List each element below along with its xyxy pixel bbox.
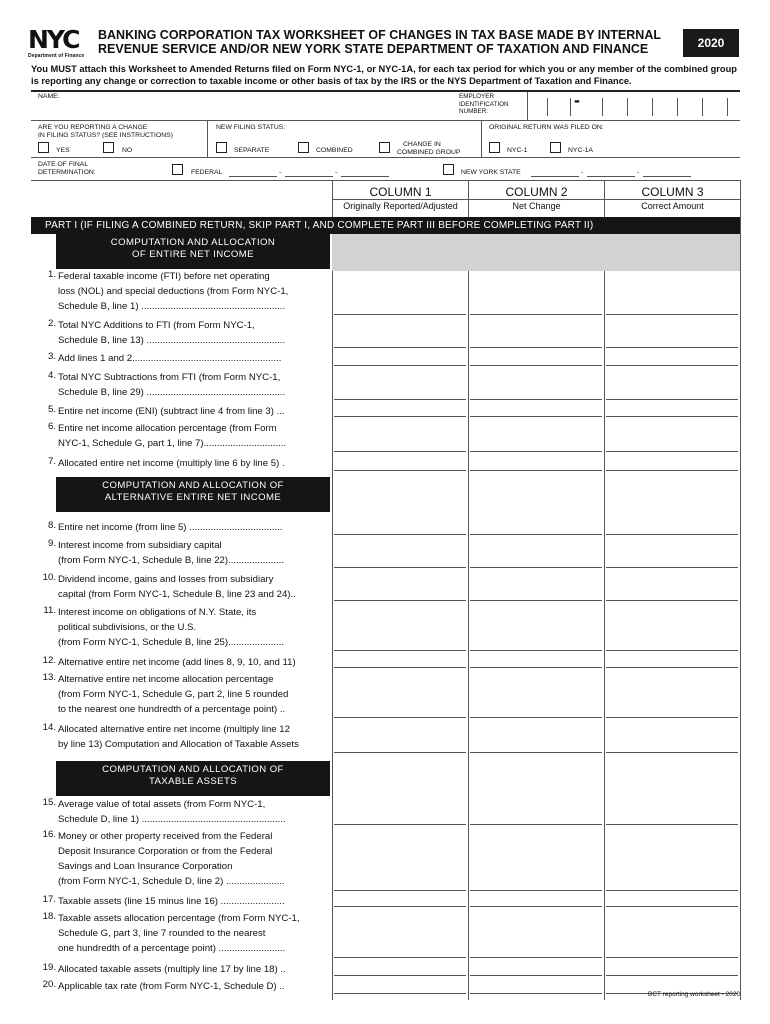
- amount-field-col-2[interactable]: [470, 347, 602, 348]
- amount-field-col-1[interactable]: [334, 600, 466, 601]
- amount-field-col-3[interactable]: [606, 399, 738, 400]
- amount-field-col-1[interactable]: [334, 890, 466, 891]
- amount-field-col-2[interactable]: [470, 975, 602, 976]
- original-return-label: ORIGINAL RETURN WAS FILED ON:: [489, 124, 604, 131]
- amount-field-col-3[interactable]: [606, 567, 738, 568]
- line-description: Federal taxable income (FTI) before net operating loss (NOL) and special deductions (from Form NYC-1, Schedule B, line 1) ......................................................: [58, 271, 289, 312]
- amount-field-col-3[interactable]: [606, 365, 738, 366]
- column-divider: [468, 180, 469, 1000]
- divider: [31, 157, 740, 158]
- amount-field-col-2[interactable]: [470, 600, 602, 601]
- amount-field-col-2[interactable]: [470, 752, 602, 753]
- divider: [31, 120, 740, 121]
- federal-date-month[interactable]: [229, 176, 277, 177]
- amount-field-col-2[interactable]: [470, 470, 602, 471]
- amount-field-col-3[interactable]: [606, 650, 738, 651]
- divider: [332, 199, 740, 200]
- line-number: 16.: [42, 829, 56, 840]
- section-header-aeni: COMPUTATION AND ALLOCATION OF ALTERNATIVE ENTIRE NET INCOME: [56, 477, 330, 512]
- combined-label: COMBINED: [316, 147, 353, 154]
- amount-field-col-1[interactable]: [334, 416, 466, 417]
- amount-field-col-2[interactable]: [470, 365, 602, 366]
- amount-field-col-2[interactable]: [470, 957, 602, 958]
- line-description: Average value of total assets (from Form NYC-1, Schedule D, line 1) ......................................................: [58, 799, 286, 825]
- form-title-line-1: BANKING CORPORATION TAX WORKSHEET OF CHANGES IN TAX BASE MADE BY INTERNAL: [98, 28, 661, 42]
- amount-field-col-1[interactable]: [334, 567, 466, 568]
- amount-field-col-3[interactable]: [606, 824, 738, 825]
- column-3-subtitle: Correct Amount: [641, 201, 704, 211]
- amount-field-col-3[interactable]: [606, 451, 738, 452]
- amount-field-col-2[interactable]: [470, 824, 602, 825]
- federal-checkbox[interactable]: [172, 164, 183, 175]
- amount-field-col-1[interactable]: [334, 347, 466, 348]
- footer-text: BCT reporting worksheet - 2020: [647, 991, 740, 998]
- divider: [481, 120, 482, 157]
- line-number: 14.: [42, 722, 56, 733]
- tax-year-badge: 2020: [683, 29, 739, 57]
- line-description: Money or other property received from the Federal Deposit Insurance Corporation or from the Federal Savings and Loan Insurance Corporation (from Form NYC-1, Schedule D, line 2) ......................: [58, 831, 285, 887]
- line-number: 5.: [47, 404, 56, 415]
- line-number: 17.: [42, 894, 56, 905]
- amount-field-col-1[interactable]: [334, 752, 466, 753]
- amount-field-col-2[interactable]: [470, 451, 602, 452]
- amount-field-col-1[interactable]: [334, 993, 466, 994]
- amount-field-col-3[interactable]: [606, 314, 738, 315]
- nys-date-day[interactable]: [587, 176, 635, 177]
- amount-field-col-1[interactable]: [334, 667, 466, 668]
- amount-field-col-1[interactable]: [334, 399, 466, 400]
- line-number: 7.: [47, 456, 56, 467]
- amount-field-col-2[interactable]: [470, 534, 602, 535]
- column-divider: [740, 180, 741, 1000]
- line-description: Taxable assets (line 15 minus line 16) ........................: [58, 896, 285, 907]
- amount-field-col-2[interactable]: [470, 890, 602, 891]
- yes-label: YES: [56, 147, 70, 154]
- ein-input[interactable]: [527, 92, 740, 120]
- section-header-eni: COMPUTATION AND ALLOCATION OF ENTIRE NET INCOME: [56, 234, 330, 269]
- line-description: Interest income from subsidiary capital (from Form NYC-1, Schedule B, line 22).....................: [58, 540, 285, 566]
- amount-field-col-3[interactable]: [606, 717, 738, 718]
- nyc-1a-checkbox[interactable]: [550, 142, 561, 153]
- amount-field-col-3[interactable]: [606, 667, 738, 668]
- amount-field-col-3[interactable]: [606, 957, 738, 958]
- column-1-title: COLUMN 1: [369, 185, 432, 199]
- divider: [207, 120, 208, 157]
- line-number: 15.: [42, 797, 56, 808]
- line-number: 18.: [42, 911, 56, 922]
- amount-field-col-3[interactable]: [606, 470, 738, 471]
- nys-date-month[interactable]: [531, 176, 579, 177]
- ein-dash: -: [574, 90, 580, 110]
- line-number: 6.: [47, 421, 56, 432]
- amount-field-col-1[interactable]: [334, 470, 466, 471]
- part-1-bar: PART I (IF FILING A COMBINED RETURN, SKIP PART I, AND COMPLETE PART III BEFORE COMPLETING PART II): [31, 217, 740, 234]
- line-description: Total NYC Additions to FTI (from Form NYC-1, Schedule B, line 13) ....................................................: [58, 320, 286, 346]
- amount-field-col-2[interactable]: [470, 314, 602, 315]
- column-2-title: COLUMN 2: [505, 185, 568, 199]
- amount-field-col-2[interactable]: [470, 717, 602, 718]
- nyc-1-checkbox[interactable]: [489, 142, 500, 153]
- amount-field-col-3[interactable]: [606, 534, 738, 535]
- line-description: Taxable assets allocation percentage (from Form NYC-1, Schedule G, part 3, line 7 rounded to the nearest one hundredth of a percentage point) .........................: [58, 913, 300, 954]
- federal-label: FEDERAL: [191, 169, 223, 176]
- name-input[interactable]: [38, 104, 448, 118]
- line-description: Alternative entire net income allocation percentage (from Form NYC-1, Schedule G, part 2, line 5 rounded to the nearest one hundredth of a percentage point) ..: [58, 674, 289, 715]
- line-description: Entire net income (from line 5) ...................................: [58, 522, 283, 533]
- divider: [31, 180, 740, 181]
- line-number: 10.: [42, 572, 56, 583]
- line-description: Total NYC Subtractions from FTI (from Form NYC-1, Schedule B, line 29) ....................................................: [58, 372, 286, 398]
- nyc-1a-label: NYC-1A: [568, 147, 593, 154]
- no-checkbox[interactable]: [103, 142, 114, 153]
- change-combined-group-label: CHANGE IN COMBINED GROUP: [397, 141, 461, 156]
- line-description: Alternative entire net income (add lines 8, 9, 10, and 11): [58, 657, 296, 668]
- instructions-text: You MUST attach this Worksheet to Amended Returns filed on Form NYC-1, or NYC-1A, for each tax period for which you or any member of the combined group is reporting any change or correction to taxable income or other basis of tax by the IRS or the NYS Department of Taxation and Finance.: [31, 64, 737, 86]
- column-divider: [604, 180, 605, 1000]
- line-description: Entire net income allocation percentage (from Form NYC-1, Schedule G, part 1, line 7)...............................: [58, 423, 287, 449]
- line-number: 4.: [47, 370, 56, 381]
- logo-text: NYC: [28, 25, 79, 54]
- filing-status-question: ARE YOU REPORTING A CHANGE IN FILING STATUS? (SEE INSTRUCTIONS): [38, 124, 173, 139]
- line-description: Allocated alternative entire net income (multiply line 12 by line 13) Computation and Allocation of Taxable Assets: [58, 724, 299, 750]
- ein-label: EMPLOYER IDENTIFICATION NUMBER:: [459, 93, 509, 115]
- nys-date-year[interactable]: [643, 176, 691, 177]
- line-number: 2.: [47, 318, 56, 329]
- change-combined-group-checkbox[interactable]: [379, 142, 390, 153]
- amount-field-col-1[interactable]: [334, 650, 466, 651]
- amount-field-col-3[interactable]: [606, 975, 738, 976]
- amount-field-col-2[interactable]: [470, 667, 602, 668]
- amount-field-col-3[interactable]: [606, 416, 738, 417]
- amount-field-col-3[interactable]: [606, 752, 738, 753]
- separate-checkbox[interactable]: [216, 142, 227, 153]
- new-york-state-checkbox[interactable]: [443, 164, 454, 175]
- line-description: Dividend income, gains and losses from subsidiary capital (from Form NYC-1, Schedule B, line 23 and 24)..: [58, 574, 296, 600]
- new-filing-status-label: NEW FILING STATUS:: [216, 124, 286, 131]
- line-number: 11.: [43, 605, 56, 616]
- line-number: 13.: [42, 672, 56, 683]
- amount-field-col-1[interactable]: [334, 717, 466, 718]
- nyc-logo: [28, 25, 88, 59]
- amount-field-col-3[interactable]: [606, 347, 738, 348]
- line-number: 12.: [42, 655, 56, 666]
- amount-field-col-1[interactable]: [334, 314, 466, 315]
- amount-field-col-2[interactable]: [470, 650, 602, 651]
- amount-field-col-2[interactable]: [470, 993, 602, 994]
- amount-field-col-1[interactable]: [334, 975, 466, 976]
- line-number: 1.: [47, 269, 56, 280]
- amount-field-col-2[interactable]: [470, 399, 602, 400]
- form-title-line-2: REVENUE SERVICE AND/OR NEW YORK STATE DEPARTMENT OF TAXATION AND FINANCE: [98, 42, 649, 56]
- amount-field-col-2[interactable]: [470, 906, 602, 907]
- no-label: NO: [122, 147, 133, 154]
- nyc-1-label: NYC-1: [507, 147, 528, 154]
- column-3-title: COLUMN 3: [641, 185, 704, 199]
- name-label: NAME:: [38, 93, 60, 100]
- amount-field-col-3[interactable]: [606, 600, 738, 601]
- line-number: 20.: [42, 979, 56, 990]
- amount-field-col-1[interactable]: [334, 824, 466, 825]
- federal-date-year[interactable]: [341, 176, 389, 177]
- line-number: 9.: [47, 538, 56, 549]
- amount-field-col-2[interactable]: [470, 567, 602, 568]
- form-title: [98, 28, 678, 56]
- line-number: 3.: [47, 351, 56, 362]
- final-determination-label: DATE OF FINAL DETERMINATION:: [38, 161, 96, 176]
- section-header-taxable-assets: COMPUTATION AND ALLOCATION OF TAXABLE ASSETS: [56, 761, 330, 796]
- line-description: Applicable tax rate (from Form NYC-1, Schedule D) ..: [58, 981, 285, 992]
- combined-checkbox[interactable]: [298, 142, 309, 153]
- logo-subtext: Department of Finance: [28, 53, 85, 59]
- federal-date-day[interactable]: [285, 176, 333, 177]
- line-description: Allocated taxable assets (multiply line 17 by line 18) ..: [58, 964, 286, 975]
- amount-field-col-1[interactable]: [334, 906, 466, 907]
- amount-field-col-1[interactable]: [334, 957, 466, 958]
- line-number: 8.: [47, 520, 56, 531]
- line-description: Allocated entire net income (multiply line 6 by line 5) .: [58, 458, 285, 469]
- new-york-state-label: NEW YORK STATE: [461, 169, 521, 176]
- line-description: Entire net income (ENI) (subtract line 4 from line 3) ...: [58, 406, 285, 417]
- amount-field-col-1[interactable]: [334, 451, 466, 452]
- amount-field-col-2[interactable]: [470, 416, 602, 417]
- amount-field-col-1[interactable]: [334, 534, 466, 535]
- line-description: Add lines 1 and 2........................................................: [58, 353, 282, 364]
- amount-field-col-1[interactable]: [334, 365, 466, 366]
- column-2-subtitle: Net Change: [512, 201, 561, 211]
- column-1-subtitle: Originally Reported/Adjusted: [343, 201, 458, 211]
- line-description: Interest income on obligations of N.Y. State, its political subdivisions, or the U.S. (from Form NYC-1, Schedule B, line 25).....................: [58, 607, 285, 648]
- amount-field-col-3[interactable]: [606, 890, 738, 891]
- line-number: 19.: [42, 962, 56, 973]
- separate-label: SEPARATE: [234, 147, 270, 154]
- shaded-area: [332, 234, 740, 271]
- amount-field-col-3[interactable]: [606, 906, 738, 907]
- yes-checkbox[interactable]: [38, 142, 49, 153]
